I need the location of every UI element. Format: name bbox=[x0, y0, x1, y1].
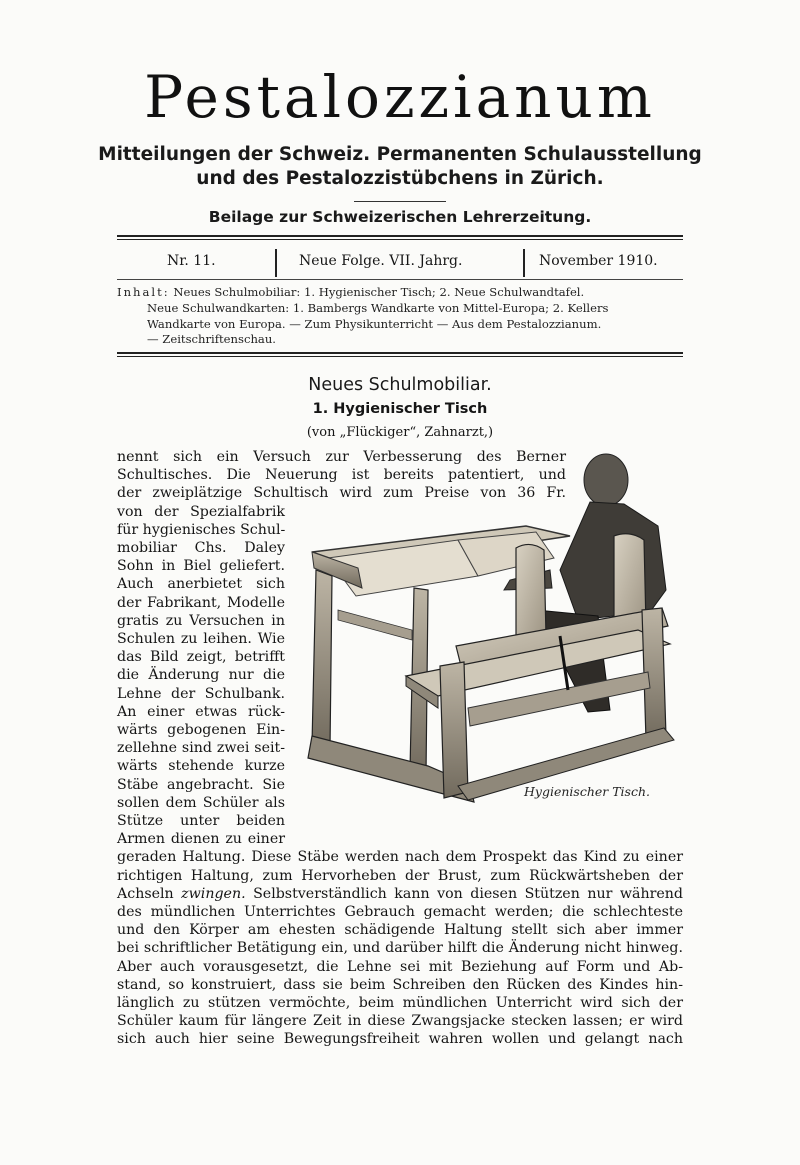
article-line: stand, so konstruiert, dass sie beim Schreiben den Rücken des Kindes hin- bbox=[117, 976, 683, 993]
article-line: Lehne der Schulbank. bbox=[117, 685, 285, 702]
subtitle-line-2: und des Pestalozzistübchens in Zürich. bbox=[196, 168, 604, 189]
contents-text: Neues Schulmobiliar: 1. Hygienischer Tisch; 2. Neue Schulwandtafel. bbox=[173, 285, 585, 299]
masthead-title: Pestalozzianum bbox=[144, 63, 656, 131]
contents-line: Neue Schulwandkarten: 1. Bambergs Wandkarte von Mittel-Europa; 2. Kellers bbox=[147, 300, 609, 315]
desk-illustration bbox=[298, 440, 688, 812]
issue-separator bbox=[523, 249, 525, 277]
article-line: gratis zu Versuchen in bbox=[117, 612, 285, 629]
article-note: (von „Flückiger“, Zahnarzt,) bbox=[306, 425, 494, 440]
figure-caption: Hygienischer Tisch. bbox=[524, 784, 650, 799]
article-line: Schulen zu leihen. Wie bbox=[117, 631, 285, 647]
article-subtitle: 1. Hygienischer Tisch bbox=[312, 401, 488, 417]
issue-date: November 1910. bbox=[539, 253, 658, 269]
article-line: von der Spezialfabrik bbox=[117, 503, 285, 520]
article-line: sich auch hier seine Bewegungsfreiheit wahren wollen und gelangt nach bbox=[117, 1031, 683, 1048]
issue-info-row bbox=[117, 243, 683, 275]
short-divider bbox=[354, 201, 446, 202]
article-line: zellehne sind zwei seit- bbox=[117, 740, 285, 757]
header-double-rule bbox=[117, 235, 683, 240]
issue-separator bbox=[275, 249, 277, 277]
article-line: Armen dienen zu einer bbox=[117, 831, 285, 848]
article-line: länglich zu stützen vermöchte, beim mündlichen Unterricht wird sich der bbox=[117, 995, 683, 1011]
article-line: das Bild zeigt, betrifft bbox=[117, 649, 285, 666]
contents-double-rule bbox=[117, 352, 683, 357]
article-line: des mündlichen Unterrichtes Gebrauch gemacht werden; die schlechteste bbox=[117, 904, 683, 920]
article-line: für hygienisches Schul- bbox=[117, 521, 286, 538]
article-line: sollen dem Schüler als bbox=[117, 794, 285, 811]
article-line: Stütze unter beiden bbox=[117, 813, 285, 829]
issue-rule bbox=[117, 279, 683, 280]
article-line: Auch anerbietet sich bbox=[117, 576, 285, 593]
article-line: mobiliar Chs. Daley bbox=[117, 540, 285, 556]
article-line: wärts gebogenen Ein- bbox=[117, 722, 285, 738]
contents-line bbox=[117, 285, 683, 301]
article-line: wärts stehende kurze bbox=[117, 758, 285, 775]
article-line: der zweiplätzige Schultisch wird zum Preise von 36 Fr. bbox=[117, 485, 566, 502]
contents-line: — Zeitschriftenschau. bbox=[147, 332, 276, 347]
article-line: nennt sich ein Versuch zur Verbesserung des Berner bbox=[117, 449, 566, 465]
issue-number: Nr. 11. bbox=[167, 253, 216, 269]
contents-line: Wandkarte von Europa. — Zum Physikunterricht — Aus dem Pestalozzianum. bbox=[147, 316, 602, 331]
article-line: Achseln zwingen. Selbstverständlich kann von diesen Stützen nur während bbox=[117, 885, 683, 902]
supplement-line: Beilage zur Schweizerischen Lehrerzeitung. bbox=[208, 208, 592, 226]
article-line: Schüler kaum für längere Zeit in diese Zwangsjacke stecken lassen; er wird bbox=[117, 1013, 683, 1030]
article-line: An einer etwas rück- bbox=[117, 703, 285, 720]
article-line: Aber auch vorausgesetzt, die Lehne sei mit Beziehung auf Form und Ab- bbox=[117, 958, 683, 975]
article-line: und den Körper am ehesten schädigende Haltung stellt sich aber immer bbox=[117, 922, 683, 939]
contents-label: Inhalt: bbox=[117, 285, 170, 299]
article-line: die Änderung nur die bbox=[117, 667, 285, 684]
subtitle-line-1: Mitteilungen der Schweiz. Permanenten Schulausstellung bbox=[98, 144, 702, 165]
article-line: Stäbe angebracht. Sie bbox=[117, 776, 285, 793]
article-line: der Fabrikant, Modelle bbox=[117, 594, 285, 611]
section-title: Neues Schulmobiliar. bbox=[308, 375, 492, 395]
article-line: bei schriftlicher Betätigung ein, und darüber hilft die Änderung nicht hinweg. bbox=[117, 940, 683, 957]
article-line: richtigen Haltung, zum Hervorheben der Brust, zum Rückwärtsheben der bbox=[117, 867, 683, 884]
article-line: geraden Haltung. Diese Stäbe werden nach dem Prospekt das Kind zu einer bbox=[117, 849, 683, 866]
contents-block bbox=[117, 285, 683, 348]
article-line: Schultisches. Die Neuerung ist bereits patentiert, und bbox=[117, 467, 566, 484]
issue-series: Neue Folge. VII. Jahrg. bbox=[299, 253, 463, 269]
article-line: Sohn in Biel geliefert. bbox=[117, 558, 285, 575]
